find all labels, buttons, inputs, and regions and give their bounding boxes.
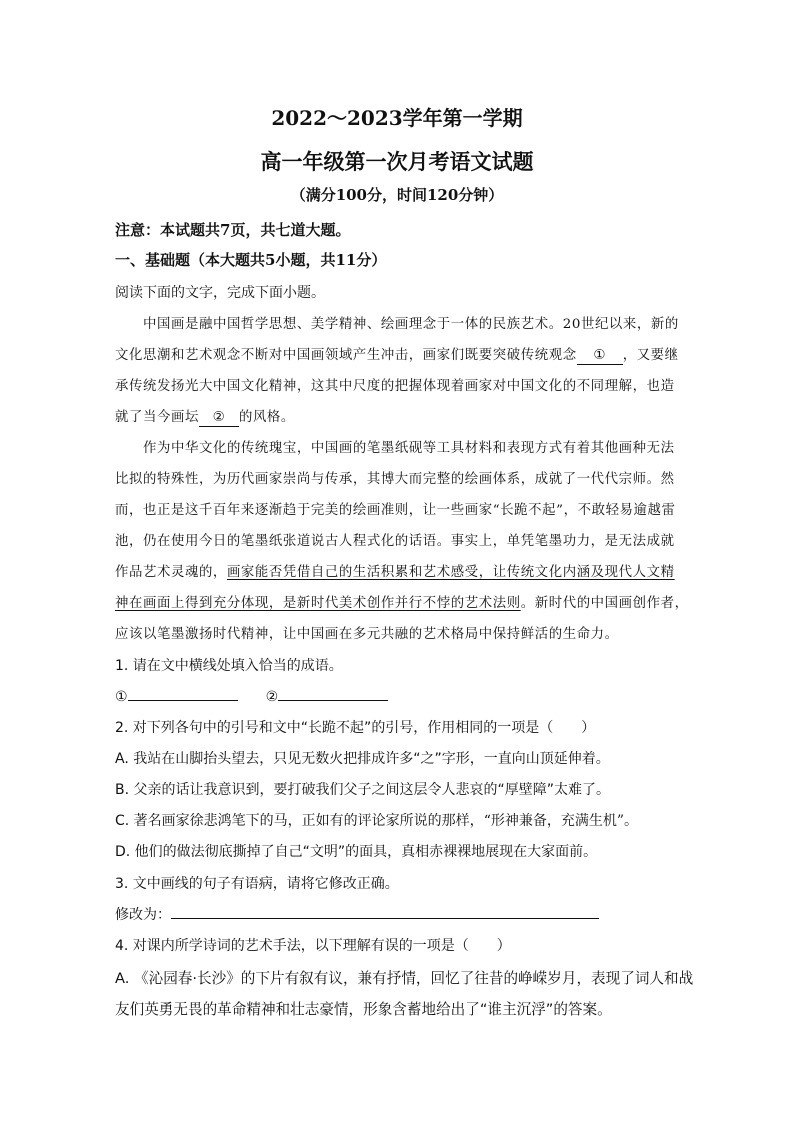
blank-2: ② [199, 410, 239, 427]
passage-text: ，又要继 [622, 348, 679, 363]
exam-title: 高一年级第一次月考语文试题 [260, 149, 534, 174]
passage-line [115, 561, 675, 580]
passage-text: 。新时代的中国画创作者， [520, 596, 689, 611]
answer-mark-1: ① [115, 689, 128, 705]
question-2: 2. 对下列各句中的引号和文中“长跪不起”的引号，作用相同的一项是（ ） [115, 720, 596, 736]
question-4-option-a-cont: 友们英勇无畏的革命精神和壮志豪情，形象含蓄地给出了“谁主沉浮”的答案。 [115, 1001, 612, 1018]
blank-1: ① [577, 348, 623, 365]
section-heading: 一、基础题（本大题共5小题，共11分） [115, 251, 387, 269]
question-3: 3. 文中画线的句子有语病，请将它修改正确。 [115, 876, 399, 892]
passage-line: 池，仍在使用今日的笔墨纸张道说古人程式化的话语。事实上，单凭笔墨功力，是无法成就 [115, 534, 675, 549]
question-1: 1. 请在文中横线处填入恰当的成语。 [115, 658, 343, 674]
passage-line: 而，也正是这千百年来逐渐趋于完美的绘画准则，让一些画家“长跪不起”，不敢轻易逾越雷 [115, 503, 676, 518]
section-instruction: 阅读下面的文字，完成下面小题。 [115, 285, 325, 301]
question-2-option-b: B. 父亲的话让我意识到，要打破我们父子之间这层令人悲哀的“厚壁障”太难了。 [115, 782, 611, 798]
option-text: C. 著名画家徐悲鸿笔下的马，正如有的评论家所说的那样， [115, 813, 484, 829]
answer-line[interactable] [171, 904, 599, 919]
underlined-sentence: 神在画面上得到充分体现，是新时代美术创作并行不悖的艺术法则 [115, 596, 521, 611]
question-1-answer-row [115, 686, 388, 705]
passage-line: 中国画是融中国哲学思想、美学精神、绘画理念于一体的民族艺术。20世纪以来，新的 [143, 317, 679, 332]
underlined-sentence: 画家能否凭借自己的生活积累和艺术感受，让传统文化内涵及现代人文精 [226, 565, 675, 580]
notice: 注意：本试题共7页，共七道大题。 [115, 221, 351, 239]
exam-subtitle: （满分100分，时间120分钟） [290, 186, 504, 204]
passage-line [115, 592, 689, 611]
answer-blank-2[interactable] [278, 686, 388, 701]
answer-label: 修改为： [115, 907, 171, 923]
exam-title-year: 2022～2023学年第一学期 [271, 106, 523, 130]
question-3-answer-row [115, 904, 599, 924]
passage-line [115, 344, 679, 365]
passage-text: 就了当今画坛 [115, 410, 199, 425]
question-2-option-d: D. 他们的做法彻底撕掉了自己“文明”的面具，真相赤裸裸地展现在大家面前。 [115, 844, 598, 860]
option-quote: “形神兼备，充满生机”。 [483, 813, 639, 829]
passage-line: 作为中华文化的传统瑰宝，中国画的笔墨纸砚等工具材料和表现方式有着其他画种无法 [143, 441, 675, 456]
passage-text: 作品艺术灵魂的， [115, 565, 227, 580]
passage-line: 承传统发扬光大中国文化精神，这其中尺度的把握体现着画家对中国文化的不同理解，也造 [115, 379, 675, 394]
question-2-option-c [115, 810, 638, 830]
passage-line [115, 406, 295, 427]
answer-mark-2: ② [265, 689, 279, 705]
question-4: 4. 对课内所学诗词的艺术手法，以下理解有误的一项是（ ） [115, 938, 511, 954]
passage-text: 的风格。 [238, 410, 295, 425]
passage-line: 比拟的特殊性，为历代画家崇尚与传承，其博大而完整的绘画体系，成就了一代代宗师。然 [115, 472, 675, 487]
passage-text: 文化思潮和艺术观念不断对中国画领域产生冲击，画家们既要突破传统观念 [115, 348, 577, 363]
answer-blank-1[interactable] [128, 686, 238, 701]
question-2-option-a: A. 我站在山脚抬头望去，只见无数火把排成许多“之”字形，一直向山顶延伸着。 [115, 751, 610, 767]
question-4-option-a: A. 《沁园春·长沙》的下片有叙有议，兼有抒情，回忆了往昔的峥嵘岁月，表现了词人和战 [115, 970, 694, 987]
passage-line: 应该以笔墨激扬时代精神，让中国画在多元共融的艺术格局中保持鲜活的生命力。 [115, 627, 619, 642]
